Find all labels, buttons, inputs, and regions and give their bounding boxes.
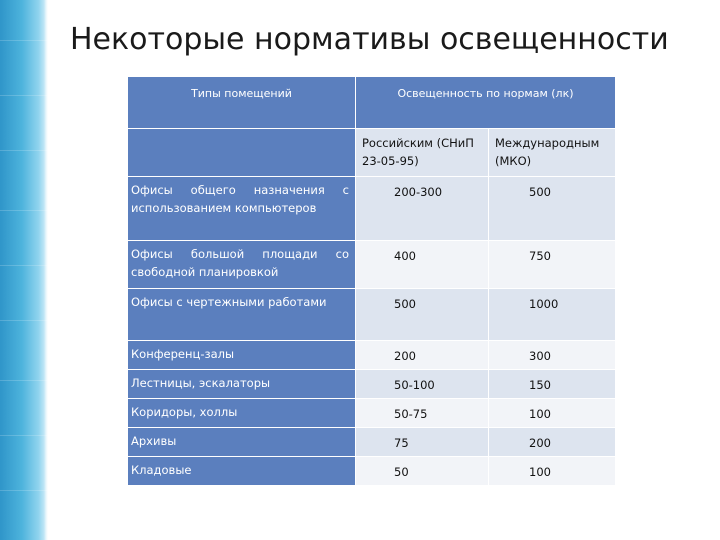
russian-norm-cell: 50 — [356, 457, 489, 486]
table-row — [128, 428, 616, 457]
table-row — [128, 177, 616, 241]
illuminance-norms-table — [127, 76, 616, 486]
table-row — [128, 341, 616, 370]
subheader-russian: Российским (СНиП 23-05-95) — [356, 129, 489, 177]
russian-norm-cell: 200 — [356, 341, 489, 370]
table-row — [128, 399, 616, 428]
table-row — [128, 241, 616, 289]
international-norm-cell: 750 — [489, 241, 616, 289]
international-norm-cell: 300 — [489, 341, 616, 370]
russian-norm-cell: 75 — [356, 428, 489, 457]
header-room-types: Типы помещений — [128, 77, 356, 129]
room-type-cell: Коридоры, холлы — [128, 399, 356, 428]
russian-norm-cell: 500 — [356, 289, 489, 341]
table-row — [128, 457, 616, 486]
room-type-cell: Лестницы, эскалаторы — [128, 370, 356, 399]
russian-norm-cell: 200-300 — [356, 177, 489, 241]
international-norm-cell: 100 — [489, 399, 616, 428]
russian-norm-cell: 50-75 — [356, 399, 489, 428]
room-type-cell: Кладовые — [128, 457, 356, 486]
room-type-cell: Офисы общего назначения с использованием компьютеров — [128, 177, 356, 241]
header-illuminance: Освещенность по нормам (лк) — [356, 77, 616, 129]
russian-norm-cell: 50-100 — [356, 370, 489, 399]
international-norm-cell: 100 — [489, 457, 616, 486]
subheader-blank-cell — [128, 129, 356, 177]
international-norm-cell: 150 — [489, 370, 616, 399]
room-type-cell: Офисы с чертежными работами — [128, 289, 356, 341]
room-type-cell: Архивы — [128, 428, 356, 457]
russian-norm-cell: 400 — [356, 241, 489, 289]
table-row — [128, 289, 616, 341]
room-type-cell: Конференц-залы — [128, 341, 356, 370]
subheader-international: Международным (МКО) — [489, 129, 616, 177]
decorative-side-band — [0, 0, 48, 540]
table-row — [128, 370, 616, 399]
international-norm-cell: 500 — [489, 177, 616, 241]
slide-title: Некоторые нормативы освещенности — [70, 22, 669, 57]
international-norm-cell: 1000 — [489, 289, 616, 341]
room-type-cell: Офисы большой площади со свободной планировкой — [128, 241, 356, 289]
international-norm-cell: 200 — [489, 428, 616, 457]
